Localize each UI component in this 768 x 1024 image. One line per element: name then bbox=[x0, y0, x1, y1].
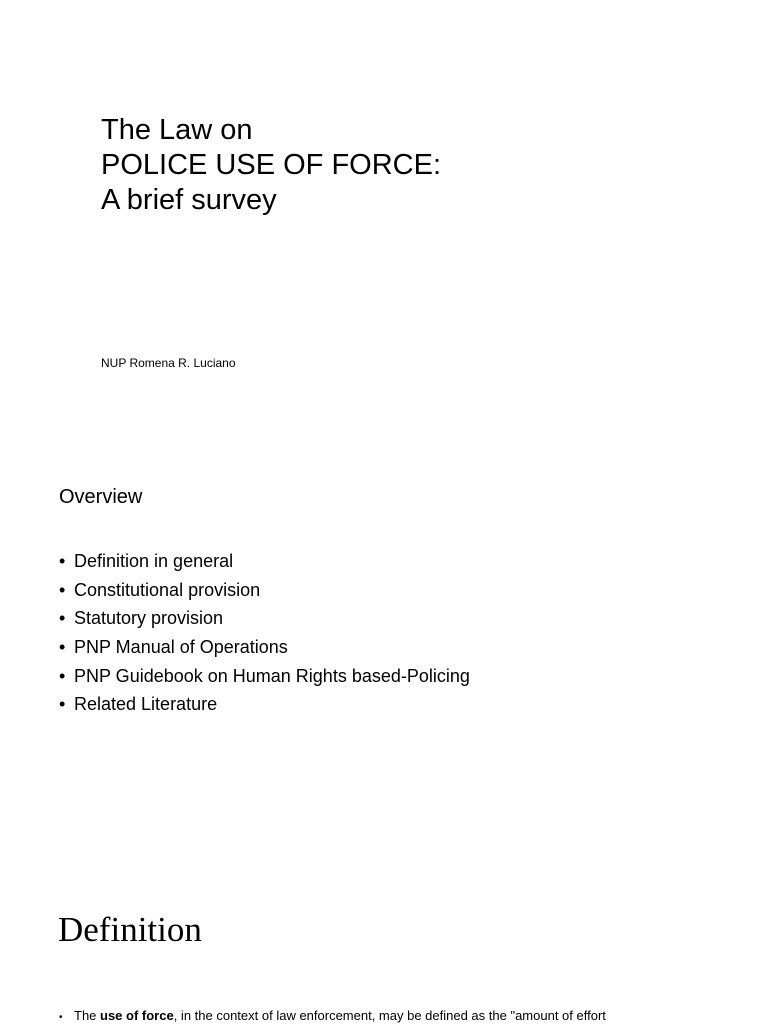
list-item-label: Constitutional provision bbox=[74, 579, 261, 600]
list-item bbox=[59, 605, 470, 634]
title-line-3: A brief survey bbox=[101, 184, 277, 216]
bullet-icon: • bbox=[59, 579, 66, 600]
author-name: NUP Romena R. Luciano bbox=[101, 356, 236, 370]
list-item-label: PNP Guidebook on Human Rights based-Policing bbox=[74, 665, 470, 686]
list-item bbox=[59, 548, 470, 577]
list-item-label: PNP Manual of Operations bbox=[74, 637, 288, 658]
definition-paragraph bbox=[59, 1006, 606, 1024]
list-item bbox=[59, 691, 470, 720]
overview-list bbox=[59, 548, 470, 720]
list-item-label: Definition in general bbox=[74, 551, 234, 571]
list-item bbox=[59, 663, 470, 692]
definition-text-prefix: The bbox=[74, 1008, 101, 1023]
bullet-icon: • bbox=[59, 608, 66, 629]
list-item bbox=[59, 634, 470, 663]
bullet-icon: • bbox=[59, 551, 66, 571]
bullet-icon: • bbox=[59, 694, 66, 715]
overview-heading: Overview bbox=[59, 486, 143, 508]
definition-heading: Definition bbox=[58, 910, 202, 949]
bullet-icon: • bbox=[59, 665, 66, 686]
definition-text-suffix: , in the context of law enforcement, may be defined as the "amount of effort bbox=[173, 1008, 606, 1023]
bullet-icon: • bbox=[59, 1012, 63, 1023]
bullet-icon: • bbox=[59, 637, 66, 658]
definition-term: use of force bbox=[100, 1008, 174, 1023]
title-line-2: POLICE USE OF FORCE: bbox=[101, 149, 441, 181]
list-item bbox=[59, 577, 470, 606]
list-item-label: Statutory provision bbox=[74, 608, 224, 629]
slide-title bbox=[101, 113, 441, 218]
list-item-label: Related Literature bbox=[74, 694, 218, 715]
title-line-1: The Law on bbox=[101, 114, 253, 146]
